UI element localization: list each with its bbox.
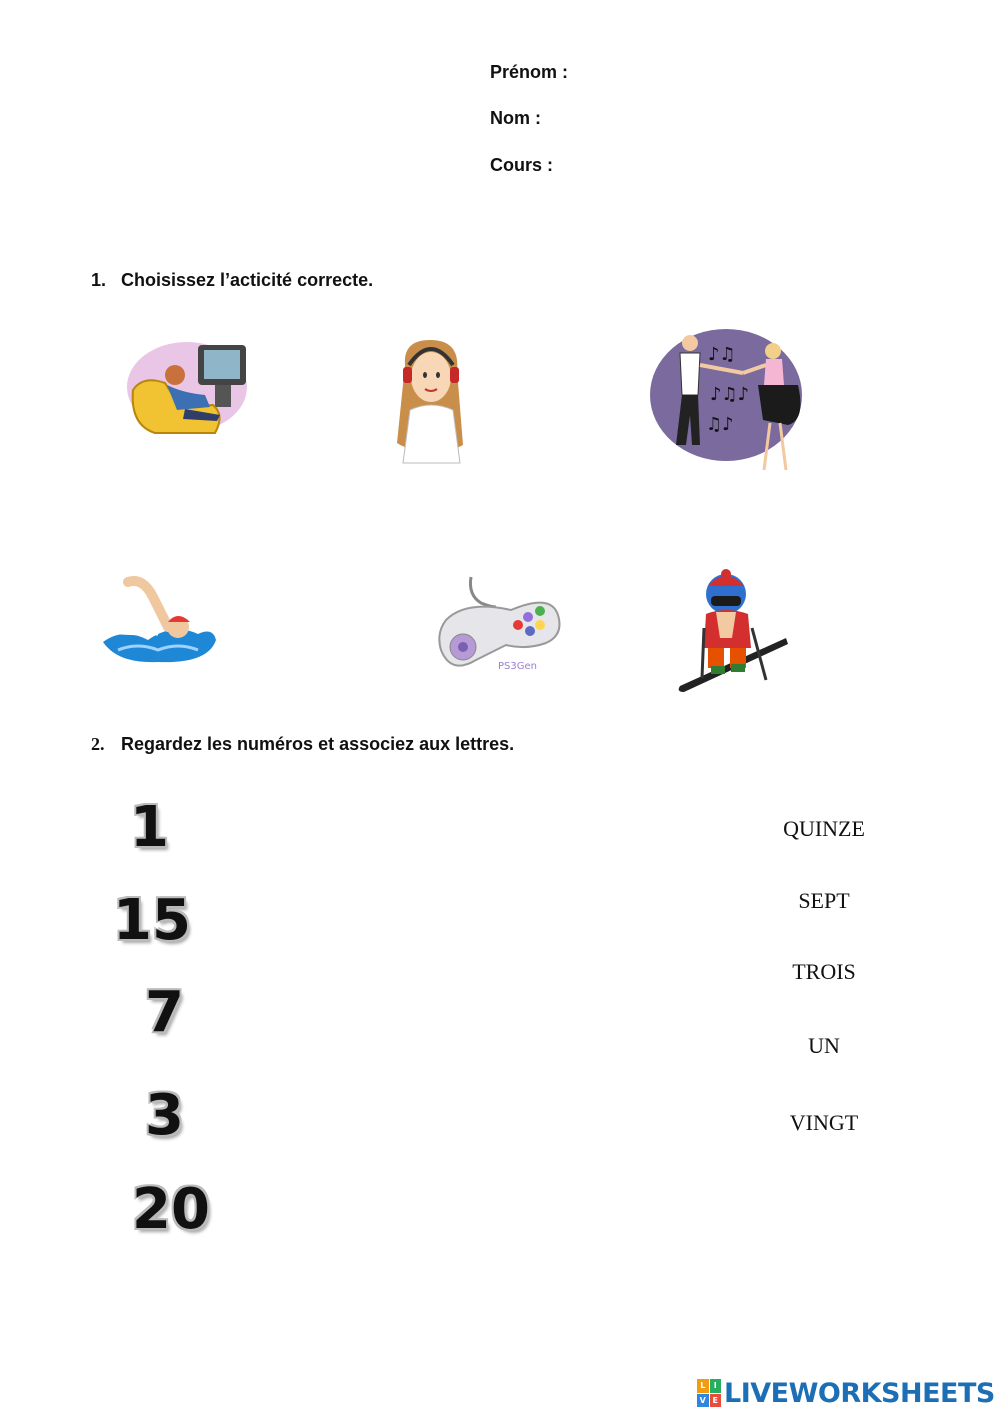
swimming-icon[interactable] bbox=[98, 572, 218, 672]
watching-tv-icon[interactable] bbox=[125, 335, 250, 445]
word-item[interactable]: QUINZE bbox=[783, 816, 865, 841]
dancing-icon[interactable] bbox=[648, 325, 808, 480]
word-item[interactable]: UN bbox=[808, 1033, 840, 1058]
question-2-number: 2. bbox=[91, 734, 105, 754]
liveworksheets-logo[interactable] bbox=[697, 1376, 995, 1410]
controller-caption: PS3Gen bbox=[498, 661, 537, 672]
question-2-text: Regardez les numéros et associez aux lettres. bbox=[121, 734, 515, 754]
first-name-label: Prénom : bbox=[490, 62, 569, 82]
word-item[interactable]: TROIS bbox=[792, 959, 856, 984]
course-label: Cours : bbox=[490, 155, 553, 175]
svg-text:♪♫♪: ♪♫♪ bbox=[710, 384, 750, 405]
logo-text: LIVEWORKSHEETS bbox=[724, 1377, 995, 1409]
svg-text:♫♪: ♫♪ bbox=[706, 414, 734, 435]
listening-music-icon[interactable] bbox=[385, 335, 480, 470]
number-item[interactable]: 1 bbox=[130, 795, 169, 860]
number-item[interactable]: 15 bbox=[113, 888, 191, 953]
skiing-icon[interactable] bbox=[676, 568, 791, 701]
video-game-controller-icon[interactable] bbox=[436, 575, 566, 685]
number-item[interactable]: 7 bbox=[145, 980, 184, 1045]
word-item[interactable]: SEPT bbox=[798, 888, 850, 913]
svg-text:♪♫: ♪♫ bbox=[708, 344, 736, 365]
logo-badge-icon: L I V E bbox=[697, 1379, 721, 1407]
word-item[interactable]: VINGT bbox=[789, 1110, 859, 1135]
question-1-text: Choisissez l’acticité correcte. bbox=[121, 270, 374, 290]
number-item[interactable]: 3 bbox=[145, 1083, 184, 1148]
last-name-label: Nom : bbox=[490, 108, 541, 128]
number-item[interactable]: 20 bbox=[132, 1177, 210, 1242]
question-1-number: 1. bbox=[91, 270, 107, 290]
